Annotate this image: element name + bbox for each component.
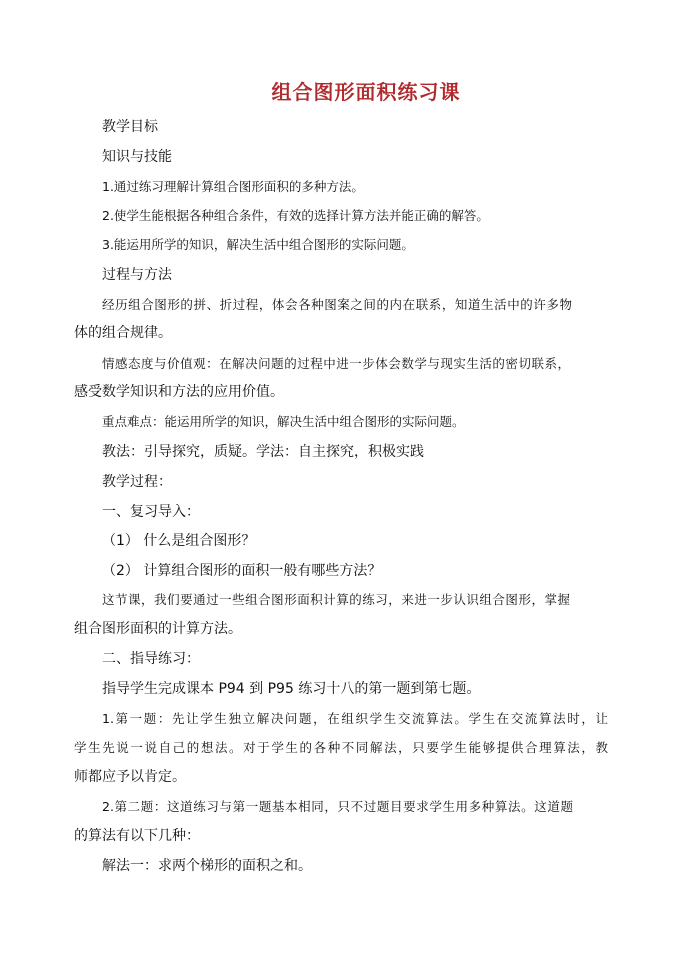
paragraph-process-line-2: 体的组合规律。 — [74, 325, 172, 341]
exercise-1-line-1: 1.第一题：先让学生独立解决问题，在组织学生交流算法。学生在交流算法时，让 — [102, 711, 608, 726]
paragraph-attitude-line-1: 情感态度与价值观：在解决问题的过程中进一步体会数学与现实生活的密切联系， — [102, 356, 570, 371]
paragraph-lesson-line-1: 这节课，我们要通过一些组合图形面积计算的练习，来进一步认识组合图形，掌握 — [102, 592, 570, 607]
exercise-1-line-3: 师都应予以肯定。 — [74, 769, 186, 785]
objective-item-1: 1.通过练习理解计算组合图形面积的多种方法。 — [102, 179, 364, 194]
document-title: 组合图形面积练习课 — [271, 80, 461, 104]
subheading-process-methods: 过程与方法 — [102, 267, 172, 283]
subheading-knowledge-skills: 知识与技能 — [102, 149, 172, 165]
exercise-2-line-1: 2.第二题：这道练习与第一题基本相同，只不过题目要求学生用多种算法。这道题 — [102, 799, 573, 814]
paragraph-attitude-line-2: 感受数学知识和方法的应用价值。 — [74, 384, 284, 400]
exercise-1-line-2: 学生先说一说自己的想法。对于学生的各种不同解法，只要学生能够提供合理算法，教 — [74, 740, 608, 755]
exercise-2-line-2: 的算法有以下几种： — [74, 828, 200, 844]
key-difficulties: 重点难点：能运用所学的知识，解决生活中组合图形的实际问题。 — [102, 414, 465, 429]
objective-item-3: 3.能运用所学的知识，解决生活中组合图形的实际问题。 — [102, 237, 414, 252]
solution-method-1: 解法一：求两个梯形的面积之和。 — [102, 858, 312, 874]
practice-instruction: 指导学生完成课本 P94 到 P95 练习十八的第一题到第七题。 — [102, 681, 481, 697]
section-review-intro: 一、复习导入： — [102, 504, 200, 520]
paragraph-process-line-1: 经历组合图形的拼、折过程，体会各种图案之间的内在联系，知道生活中的许多物 — [102, 297, 572, 312]
section-heading-objectives: 教学目标 — [102, 119, 158, 135]
objective-item-2: 2.使学生能根据各种组合条件，有效的选择计算方法并能正确的解答。 — [102, 208, 489, 223]
section-guided-practice: 二、指导练习： — [102, 651, 200, 667]
teaching-methods: 教法：引导探究，质疑。学法：自主探究，积极实践 — [102, 444, 424, 460]
paragraph-lesson-line-2: 组合图形面积的计算方法。 — [74, 621, 242, 637]
teaching-process-heading: 教学过程： — [102, 474, 172, 490]
review-question-2: （2） 计算组合图形的面积一般有哪些方法？ — [102, 563, 382, 579]
review-question-1: （1） 什么是组合图形？ — [102, 533, 256, 549]
